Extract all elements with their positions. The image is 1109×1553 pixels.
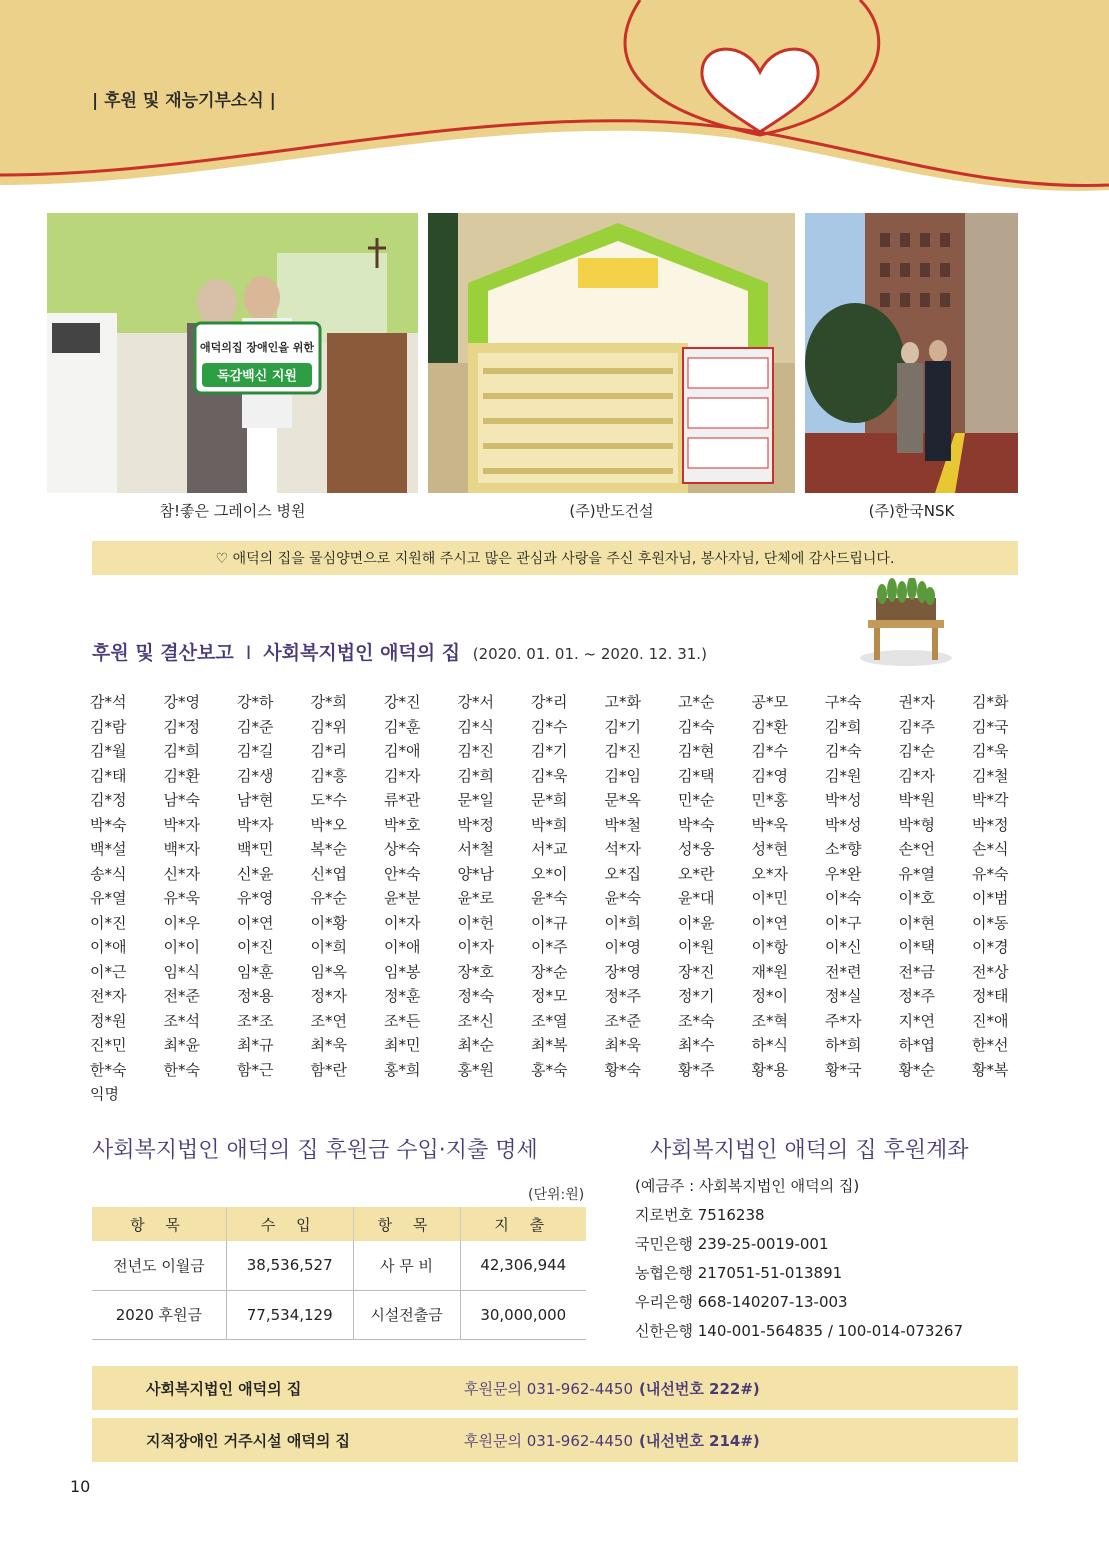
donor-name: 강*희 bbox=[310, 693, 347, 711]
donor-name: 정*주 bbox=[604, 987, 641, 1005]
donor-name: 조*연 bbox=[310, 1011, 347, 1030]
account-line: 신한은행 140-001-564835 / 100-014-073267 bbox=[635, 1322, 964, 1340]
donor-name: 박*욱 bbox=[751, 815, 788, 834]
donor-name: 조*조 bbox=[237, 1011, 274, 1030]
donor-name: 김*국 bbox=[972, 717, 1009, 736]
donor-name: 김*택 bbox=[678, 766, 715, 785]
donor-name: 성*웅 bbox=[678, 840, 715, 858]
donor-name: 이*이 bbox=[163, 938, 200, 956]
donor-name: 최*수 bbox=[678, 1036, 715, 1054]
table-cell: 전년도 이월금 bbox=[92, 1241, 226, 1290]
donor-name: 강*진 bbox=[384, 693, 421, 711]
donor-name: 윤*분 bbox=[384, 889, 421, 907]
donor-name: 최*욱 bbox=[310, 1036, 347, 1054]
donor-name: 김*숙 bbox=[825, 742, 862, 760]
donor-name: 하*식 bbox=[751, 1036, 788, 1054]
account-holder: (예금주 : 사회복지법인 애덕의 집) bbox=[635, 1177, 860, 1195]
donor-name: 권*자 bbox=[898, 693, 935, 711]
donor-name: 이*택 bbox=[898, 938, 935, 956]
photo-caption: (주)반도건설 bbox=[569, 502, 654, 520]
donor-name: 익명 bbox=[90, 1085, 119, 1103]
donor-name: 이*호 bbox=[898, 889, 935, 907]
report-title-right: 사회복지법인 애덕의 집 bbox=[263, 642, 461, 664]
donor-name: 홍*원 bbox=[457, 1060, 494, 1079]
table-cell: 시설전출금 bbox=[353, 1290, 460, 1339]
donor-name: 장*호 bbox=[457, 962, 494, 981]
donor-name: 장*진 bbox=[678, 962, 715, 981]
donor-name: 한*숙 bbox=[90, 1060, 127, 1079]
donor-name: 문*일 bbox=[457, 791, 494, 809]
donor-name: 김*환 bbox=[163, 766, 200, 785]
donor-name: 윤*숙 bbox=[604, 889, 641, 907]
donor-name: 황*복 bbox=[972, 1060, 1009, 1079]
donor-name: 김*생 bbox=[237, 766, 274, 785]
donor-name: 조*혁 bbox=[751, 1011, 788, 1030]
account-line: 농협은행 217051-51-013891 bbox=[635, 1264, 843, 1282]
donor-name: 이*범 bbox=[972, 889, 1009, 907]
donor-name: 김*람 bbox=[90, 717, 127, 736]
donor-name: 조*든 bbox=[384, 1011, 421, 1030]
donor-name: 이*윤 bbox=[678, 913, 715, 932]
donor-name: 박*호 bbox=[384, 815, 421, 834]
table-row bbox=[92, 1241, 586, 1290]
donor-name: 고*화 bbox=[604, 693, 641, 711]
donor-name: 전*련 bbox=[825, 962, 862, 981]
report-period: (2020. 01. 01. ~ 2020. 12. 31.) bbox=[472, 645, 707, 663]
donor-name: 최*순 bbox=[457, 1036, 494, 1054]
donor-name: 함*란 bbox=[310, 1060, 347, 1079]
donor-name: 김*임 bbox=[604, 766, 641, 785]
donor-name: 송*식 bbox=[90, 864, 127, 883]
donor-name: 김*위 bbox=[310, 717, 347, 736]
donor-name: 서*교 bbox=[531, 840, 568, 858]
donor-name: 이*원 bbox=[678, 938, 715, 956]
donor-name: 도*수 bbox=[310, 791, 347, 809]
contact-org: 사회복지법인 애덕의 집 bbox=[146, 1379, 302, 1398]
donor-name: 박*성 bbox=[825, 815, 862, 834]
donor-name: 이*자 bbox=[457, 938, 494, 956]
contact-ext: (내선번호 214#) bbox=[639, 1431, 760, 1450]
donor-name: 김*현 bbox=[678, 742, 715, 760]
donor-name: 진*민 bbox=[90, 1036, 127, 1054]
donor-name: 민*순 bbox=[678, 791, 715, 809]
donor-name: 장*순 bbox=[531, 962, 568, 981]
donor-name: 재*원 bbox=[751, 962, 788, 981]
donor-name: 남*숙 bbox=[163, 791, 200, 809]
donor-name: 석*자 bbox=[604, 840, 641, 858]
finance-unit: (단위:원) bbox=[528, 1187, 585, 1203]
donor-name: 유*순 bbox=[310, 889, 347, 907]
donor-name: 이*헌 bbox=[457, 913, 494, 932]
account-title: 사회복지법인 애덕의 집 후원계좌 bbox=[650, 1138, 969, 1163]
table-cell: 38,536,527 bbox=[226, 1241, 353, 1290]
donor-name: 정*자 bbox=[310, 987, 347, 1005]
section-tag: | 후원 및 재능기부소식 | bbox=[92, 91, 276, 111]
photo-caption: 참!좋은 그레이스 병원 bbox=[159, 502, 306, 520]
donor-name: 김*정 bbox=[163, 717, 200, 736]
table-cell: 42,306,944 bbox=[460, 1241, 586, 1290]
donor-name: 정*용 bbox=[237, 987, 274, 1005]
table-cell: 2020 후원금 bbox=[92, 1290, 226, 1339]
donor-name: 김*철 bbox=[972, 766, 1009, 785]
donor-name: 박*오 bbox=[310, 815, 347, 834]
donor-name: 김*순 bbox=[898, 742, 935, 760]
donor-name: 상*숙 bbox=[384, 840, 421, 858]
donor-name: 박*각 bbox=[972, 791, 1009, 809]
donor-name: 정*실 bbox=[825, 987, 862, 1005]
account-line: 우리은행 668-140207-13-003 bbox=[635, 1293, 848, 1311]
donor-name: 조*열 bbox=[531, 1011, 568, 1030]
donor-name: 장*영 bbox=[604, 962, 641, 981]
donor-name: 하*엽 bbox=[898, 1036, 935, 1054]
donor-list bbox=[90, 690, 1040, 1107]
donor-name: 박*숙 bbox=[678, 815, 715, 834]
donor-name: 강*하 bbox=[237, 693, 274, 711]
donor-name: 오*란 bbox=[678, 864, 715, 883]
donor-name: 백*민 bbox=[237, 840, 274, 858]
donor-name: 남*현 bbox=[237, 791, 274, 809]
donor-name: 최*민 bbox=[384, 1036, 421, 1054]
donor-name: 한*선 bbox=[972, 1036, 1009, 1054]
contact-phone bbox=[464, 1430, 760, 1451]
donor-name: 최*욱 bbox=[604, 1036, 641, 1054]
donor-name: 김*기 bbox=[531, 742, 568, 760]
finance-title: 사회복지법인 애덕의 집 후원금 수입·지출 명세 bbox=[92, 1138, 538, 1163]
donor-name: 김*정 bbox=[90, 791, 127, 809]
table-header: 항 목 bbox=[353, 1207, 460, 1241]
donor-name: 박*자 bbox=[237, 815, 274, 834]
donor-name: 조*준 bbox=[604, 1011, 641, 1030]
photo-sign-line2: 독감백신 지원 bbox=[217, 369, 297, 384]
donor-name: 김*희 bbox=[457, 766, 494, 785]
donor-name: 김*원 bbox=[825, 766, 862, 785]
report-title bbox=[92, 638, 707, 665]
donor-name: 최*윤 bbox=[163, 1036, 200, 1054]
donor-name: 구*숙 bbox=[825, 693, 862, 711]
donor-name: 이*애 bbox=[384, 938, 421, 956]
donor-name: 황*숙 bbox=[604, 1060, 641, 1079]
donor-name: 이*현 bbox=[898, 913, 935, 932]
table-cell: 사 무 비 bbox=[353, 1241, 460, 1290]
donor-name: 안*숙 bbox=[384, 864, 421, 883]
donor-name: 이*희 bbox=[310, 938, 347, 956]
donor-name: 박*철 bbox=[604, 815, 641, 834]
donor-name: 김*진 bbox=[604, 742, 641, 760]
donor-name: 김*수 bbox=[751, 742, 788, 760]
donor-name: 유*욱 bbox=[163, 889, 200, 907]
table-cell: 77,534,129 bbox=[226, 1290, 353, 1339]
contact-bar bbox=[92, 1418, 1018, 1462]
donor-name: 박*자 bbox=[163, 815, 200, 834]
donor-name: 이*숙 bbox=[825, 889, 862, 907]
table-row bbox=[92, 1290, 586, 1339]
contact-bar bbox=[92, 1366, 1018, 1410]
donor-name: 서*철 bbox=[457, 840, 494, 858]
contact-phone bbox=[464, 1378, 760, 1399]
donor-name: 유*열 bbox=[898, 864, 935, 883]
donor-name: 이*주 bbox=[531, 938, 568, 956]
table-header: 항 목 bbox=[92, 1207, 226, 1241]
donor-name: 함*근 bbox=[237, 1060, 274, 1079]
donor-name: 최*복 bbox=[531, 1036, 568, 1054]
donor-name: 김*영 bbox=[751, 766, 788, 785]
donor-name: 공*모 bbox=[751, 693, 788, 711]
donor-name: 강*리 bbox=[531, 693, 568, 711]
donor-name: 성*현 bbox=[751, 840, 788, 858]
donor-name: 김*길 bbox=[237, 742, 274, 760]
donor-name: 정*훈 bbox=[384, 987, 421, 1005]
thanks-text: ♡ 애덕의 집을 물심양면으로 지원해 주시고 많은 관심과 사랑을 주신 후원자님, 봉사자님, 단체에 감사드립니다. bbox=[215, 551, 895, 567]
donor-name: 이*민 bbox=[751, 889, 788, 907]
donor-name: 임*식 bbox=[163, 962, 200, 981]
donor-name: 김*훈 bbox=[384, 717, 421, 736]
finance-table bbox=[92, 1207, 586, 1340]
donor-name: 이*희 bbox=[604, 913, 641, 932]
donor-name: 박*형 bbox=[898, 815, 935, 834]
donor-name: 전*상 bbox=[972, 962, 1009, 981]
donor-name: 홍*희 bbox=[384, 1060, 421, 1079]
donor-name: 김*욱 bbox=[972, 742, 1009, 760]
donor-name: 유*숙 bbox=[972, 864, 1009, 883]
donor-name: 문*옥 bbox=[604, 791, 641, 809]
donor-name: 최*규 bbox=[237, 1036, 274, 1054]
title-separator: I bbox=[245, 642, 252, 664]
donor-name: 오*집 bbox=[604, 864, 641, 883]
account-line: 국민은행 239-25-0019-001 bbox=[635, 1235, 829, 1253]
donor-name: 정*기 bbox=[678, 987, 715, 1005]
donor-name: 신*자 bbox=[163, 864, 200, 883]
donor-name: 이*자 bbox=[384, 913, 421, 932]
donor-name: 박*정 bbox=[457, 815, 494, 834]
donor-name: 김*자 bbox=[898, 766, 935, 785]
donor-name: 박*원 bbox=[898, 791, 935, 809]
donor-name: 김*자 bbox=[384, 766, 421, 785]
donor-name: 지*연 bbox=[898, 1011, 935, 1030]
donor-name: 김*희 bbox=[825, 717, 862, 736]
donor-name: 김*월 bbox=[90, 742, 127, 760]
donor-name: 김*흥 bbox=[310, 766, 347, 785]
donor-name: 유*영 bbox=[237, 889, 274, 907]
donor-name: 이*우 bbox=[163, 913, 200, 932]
donor-name: 강*영 bbox=[163, 693, 200, 711]
donor-name: 이*애 bbox=[90, 938, 127, 956]
donor-name: 김*진 bbox=[457, 742, 494, 760]
donor-name: 우*완 bbox=[825, 864, 862, 883]
photo-bando-construction bbox=[428, 213, 795, 493]
donor-name: 오*자 bbox=[751, 864, 788, 883]
donor-name: 유*열 bbox=[90, 889, 127, 907]
donor-name: 임*옥 bbox=[310, 962, 347, 981]
donor-name: 한*숙 bbox=[163, 1060, 200, 1079]
donor-name: 윤*로 bbox=[457, 889, 494, 907]
donor-name: 하*희 bbox=[825, 1036, 862, 1054]
table-header: 수 입 bbox=[226, 1207, 353, 1241]
donor-name: 복*순 bbox=[310, 840, 347, 858]
donor-name: 이*신 bbox=[825, 938, 862, 956]
donor-name: 이*동 bbox=[972, 913, 1009, 932]
contact-ext: (내선번호 222#) bbox=[639, 1379, 760, 1398]
bench-plant-icon bbox=[858, 578, 954, 668]
donor-name: 강*서 bbox=[457, 693, 494, 711]
photo-caption: (주)한국NSK bbox=[868, 502, 955, 520]
donor-name: 김*준 bbox=[237, 717, 274, 736]
donor-name: 전*금 bbox=[898, 962, 935, 981]
donor-name: 박*희 bbox=[531, 815, 568, 834]
photo-sign-line1: 애덕의집 장애인을 위한 bbox=[200, 341, 314, 354]
donor-name: 전*준 bbox=[163, 987, 200, 1005]
donor-name: 김*희 bbox=[163, 742, 200, 760]
donor-name: 이*항 bbox=[751, 938, 788, 956]
donor-name: 주*자 bbox=[825, 1011, 862, 1030]
account-line: 지로번호 7516238 bbox=[635, 1206, 765, 1224]
donor-name: 손*식 bbox=[972, 840, 1009, 858]
donor-name: 감*석 bbox=[90, 693, 127, 711]
donor-name: 조*숙 bbox=[678, 1011, 715, 1030]
account-list bbox=[635, 1172, 963, 1346]
donor-name: 김*애 bbox=[384, 742, 421, 760]
donor-name: 이*진 bbox=[237, 938, 274, 956]
donor-name: 민*홍 bbox=[751, 791, 788, 809]
donor-name: 소*향 bbox=[825, 840, 862, 858]
table-header: 지 출 bbox=[460, 1207, 586, 1241]
donor-name: 진*애 bbox=[972, 1011, 1009, 1030]
donor-name: 백*설 bbox=[90, 840, 127, 858]
donor-name: 박*숙 bbox=[90, 815, 127, 834]
donor-name: 김*리 bbox=[310, 742, 347, 760]
donor-name: 손*언 bbox=[898, 840, 935, 858]
donor-name: 김*환 bbox=[751, 717, 788, 736]
donor-name: 박*성 bbox=[825, 791, 862, 809]
thanks-message bbox=[92, 541, 1018, 575]
donor-name: 임*봉 bbox=[384, 962, 421, 981]
table-cell: 30,000,000 bbox=[460, 1290, 586, 1339]
donor-name: 류*관 bbox=[384, 791, 421, 809]
donor-name: 임*훈 bbox=[237, 962, 274, 981]
table-header-row bbox=[92, 1207, 586, 1241]
donor-name: 고*순 bbox=[678, 693, 715, 711]
photo-korea-nsk bbox=[805, 213, 1018, 493]
donor-name: 양*남 bbox=[457, 864, 494, 883]
contact-phone-text: 후원문의 031-962-4450 bbox=[464, 1431, 633, 1450]
donor-name: 이*연 bbox=[237, 913, 274, 932]
donor-name: 김*수 bbox=[531, 717, 568, 736]
page-number: 10 bbox=[70, 1477, 91, 1496]
donor-name: 황*주 bbox=[678, 1060, 715, 1079]
donor-name: 김*기 bbox=[604, 717, 641, 736]
donor-name: 홍*숙 bbox=[531, 1060, 568, 1079]
donor-name: 정*원 bbox=[90, 1011, 127, 1030]
donor-name: 김*주 bbox=[898, 717, 935, 736]
donor-name: 신*엽 bbox=[310, 864, 347, 883]
donor-name: 정*이 bbox=[751, 987, 788, 1005]
donor-name: 박*정 bbox=[972, 815, 1009, 834]
contact-org: 지적장애인 거주시설 애덕의 집 bbox=[146, 1431, 351, 1450]
donor-name: 황*국 bbox=[825, 1060, 862, 1079]
donor-name: 오*이 bbox=[531, 864, 568, 883]
donor-name: 김*식 bbox=[457, 717, 494, 736]
donor-name: 김*화 bbox=[972, 693, 1009, 711]
report-title-left: 후원 및 결산보고 bbox=[92, 642, 234, 664]
donor-name: 이*근 bbox=[90, 962, 127, 981]
donor-name: 이*규 bbox=[531, 913, 568, 932]
donor-name: 이*구 bbox=[825, 913, 862, 932]
donor-name: 전*자 bbox=[90, 987, 127, 1005]
donor-name: 조*석 bbox=[163, 1011, 200, 1030]
donor-name: 김*욱 bbox=[531, 766, 568, 785]
donor-name: 김*숙 bbox=[678, 717, 715, 736]
donor-name: 황*용 bbox=[751, 1060, 788, 1079]
donor-name: 이*경 bbox=[972, 938, 1009, 956]
photo-grace-hospital bbox=[47, 213, 418, 493]
donor-name: 이*황 bbox=[310, 913, 347, 932]
donor-name: 정*숙 bbox=[457, 987, 494, 1005]
donor-name: 윤*대 bbox=[678, 889, 715, 907]
donor-name: 정*모 bbox=[531, 987, 568, 1005]
donor-name: 이*영 bbox=[604, 938, 641, 956]
donor-name: 문*희 bbox=[531, 791, 568, 809]
contact-phone-text: 후원문의 031-962-4450 bbox=[464, 1379, 633, 1398]
donor-name: 김*태 bbox=[90, 766, 127, 785]
donor-name: 조*신 bbox=[457, 1011, 494, 1030]
donor-name: 백*자 bbox=[163, 840, 200, 858]
donor-name: 정*주 bbox=[898, 987, 935, 1005]
donor-name: 윤*숙 bbox=[531, 889, 568, 907]
donor-name: 정*태 bbox=[972, 987, 1009, 1005]
donor-name: 이*연 bbox=[751, 913, 788, 932]
donor-name: 이*진 bbox=[90, 913, 127, 932]
donor-name: 황*순 bbox=[898, 1060, 935, 1079]
donor-name: 신*윤 bbox=[237, 864, 274, 883]
